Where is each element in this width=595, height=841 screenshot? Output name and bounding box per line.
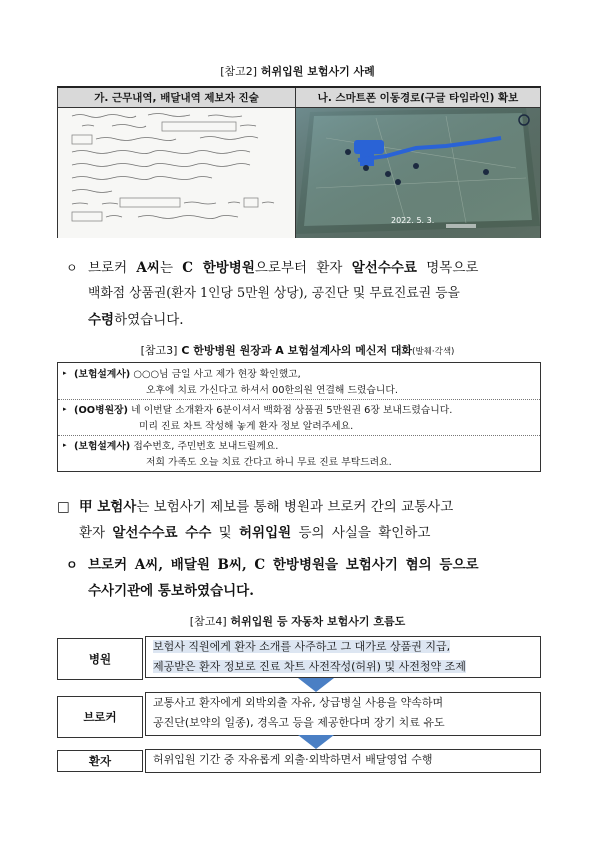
ref2-title-tag: [참고2] xyxy=(220,65,258,78)
ref2-header-left: 가. 근무내역, 배달내역 제보자 진술 xyxy=(58,88,296,108)
ref2-title xyxy=(0,63,595,79)
triangle-bullet-icon: ▸ xyxy=(63,369,67,377)
flow-box-hospital xyxy=(145,636,541,678)
message-row xyxy=(58,435,540,471)
para2-line1: 甲 보험사는 보험사기 제보를 통해 병원과 브로커 간의 교통사고 xyxy=(79,499,454,515)
triangle-bullet-icon: ▸ xyxy=(63,441,67,449)
flow-text: 제공받은 환자 정보로 진료 차트 사전작성(허위) 및 사전청약 조제 xyxy=(153,660,466,673)
ref4-title-text: 허위입원 등 자동차 보험사기 흐름도 xyxy=(230,615,406,628)
ref4-title xyxy=(0,613,595,629)
message-row xyxy=(58,399,540,435)
ref4-title-tag: [참고4] xyxy=(189,615,227,628)
ref3-title-text: C 한방병원 원장과 A 보험설계사의 메신저 대화 xyxy=(181,344,413,357)
para3-line2: 수사기관에 통보하였습니다. xyxy=(88,583,254,599)
message-text: 미리 진료 차트 작성해 놓게 환자 정보 알려주세요. xyxy=(139,421,354,432)
message-speaker: (OO병원장) xyxy=(74,405,129,416)
arrow-down-icon xyxy=(298,678,334,692)
flow-label-patient: 환자 xyxy=(57,750,143,772)
para1-line3: 수령하였습니다. xyxy=(88,312,184,328)
message-text: 네 이번달 소개환자 6분이셔서 백화점 상품권 5만원권 6장 보내드렸습니다. xyxy=(131,405,453,416)
message-speaker: (보험설계사) xyxy=(74,369,131,380)
flow-text: 보험사 직원에게 환자 소개를 사주하고 그 대가로 상품권 지급, xyxy=(153,640,451,653)
para3-line1: 브로커 A씨, 배달원 B씨, C 한방병원을 보험사기 혐의 등으로 xyxy=(88,557,479,573)
para1-line1: 브로커 A씨는 C 한방병원으로부터 환자 알선수수료 명목으로 xyxy=(88,260,479,276)
ref3-title xyxy=(0,342,595,358)
arrow-down-icon xyxy=(298,735,334,749)
para1-line2: 백화점 상품권(환자 1인당 5만원 상당), 공진단 및 무료진료권 등을 xyxy=(88,286,460,301)
bullet-square: □ xyxy=(57,499,70,515)
flow-text: 교통사고 환자에게 외박외출 자유, 상급병실 사용을 약속하며 xyxy=(153,696,444,709)
ref3-title-note: (발췌·각색) xyxy=(412,347,455,357)
flow-box-patient xyxy=(145,749,541,773)
ref3-title-tag: [참고3] xyxy=(140,344,178,357)
flow-label-broker: 브로커 xyxy=(57,696,143,738)
triangle-bullet-icon: ▸ xyxy=(63,405,67,413)
message-text: 저희 가족도 오늘 치료 간다고 하니 무료 진료 부탁드려요. xyxy=(146,457,392,468)
smartphone-map-image xyxy=(296,108,540,238)
map-date-label: 2022. 5. 3. xyxy=(391,216,435,225)
ref2-table xyxy=(57,86,541,238)
messenger-conversation-box xyxy=(57,362,541,472)
message-text: 오후에 치료 가신다고 하셔서 00한의원 연결해 드렸습니다. xyxy=(146,385,398,396)
message-row xyxy=(58,363,540,399)
handwritten-statement-image xyxy=(58,108,296,238)
para2-line2: 환자 알선수수료 수수 및 허위입원 등의 사실을 확인하고 xyxy=(79,525,431,541)
bullet-circle: ㅇ xyxy=(66,261,78,275)
flow-box-broker xyxy=(145,692,541,736)
flow-label-hospital: 병원 xyxy=(57,638,143,680)
message-text: 접수번호, 주민번호 보내드릴께요. xyxy=(133,441,279,452)
ref2-header-right: 나. 스마트폰 이동경로(구글 타임라인) 확보 xyxy=(296,88,540,108)
flow-text: 공진단(보약의 일종), 경옥고 등을 제공한다며 장기 치료 유도 xyxy=(153,716,445,729)
bullet-circle: ㅇ xyxy=(66,558,78,572)
flow-text: 허위입원 기간 중 자유롭게 외출·외박하면서 배달영업 수행 xyxy=(153,753,433,766)
ref2-title-text: 허위입원 보험사기 사례 xyxy=(260,65,375,78)
message-text: ○○○님 금일 사고 제가 현장 확인했고, xyxy=(133,369,301,380)
message-speaker: (보험설계사) xyxy=(74,441,131,452)
